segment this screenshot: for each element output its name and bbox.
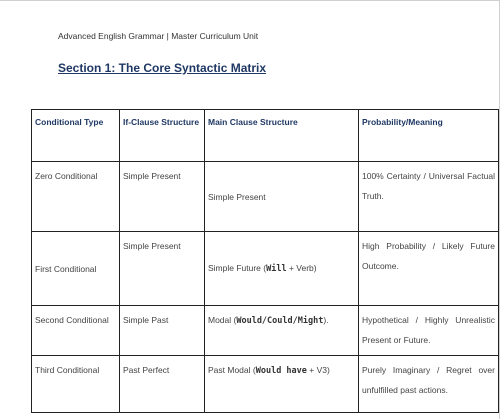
cell-conditional-type: Zero Conditional [32, 162, 120, 232]
cell-meaning: High Probability / Likely Future Outcome. [359, 232, 499, 306]
cell-if-clause: Simple Present [120, 232, 205, 306]
cell-main-clause: Simple Present [205, 162, 359, 232]
main-clause-code: Would have [255, 366, 307, 376]
cell-meaning: Hypothetical / Highly Unrealistic Present or Future. [359, 306, 499, 356]
main-clause-prefix: Modal ( [208, 315, 237, 325]
cell-conditional-type: Third Conditional [32, 356, 120, 413]
cell-if-clause: Simple Past [120, 306, 205, 356]
cell-conditional-type: Second Conditional [32, 306, 120, 356]
cell-conditional-type: First Conditional [32, 232, 120, 306]
table-header-row [32, 110, 499, 162]
cell-main-clause [205, 306, 359, 356]
table-row [32, 162, 499, 232]
cell-main-clause [205, 356, 359, 413]
cell-main-clause [205, 232, 359, 306]
column-header-if-clause: If-Clause Structure [120, 110, 205, 162]
table-row [32, 232, 499, 306]
main-clause-suffix: + Verb) [286, 263, 317, 273]
course-header: Advanced English Grammar | Master Curriculum Unit [58, 31, 259, 41]
column-header-conditional-type: Conditional Type [32, 110, 120, 162]
cell-meaning: 100% Certainty / Universal Factual Truth. [359, 162, 499, 232]
column-header-main-clause: Main Clause Structure [205, 110, 359, 162]
main-clause-prefix: Past Modal ( [208, 365, 256, 375]
column-header-probability: Probability/Meaning [359, 110, 499, 162]
main-clause-code: Would/Could/Might [236, 316, 324, 326]
main-clause-suffix: ). [323, 315, 329, 325]
cell-if-clause: Past Perfect [120, 356, 205, 413]
table-row [32, 306, 499, 356]
conditional-matrix-table [31, 109, 499, 413]
table-row [32, 356, 499, 413]
cell-if-clause: Simple Present [120, 162, 205, 232]
section-title: Section 1: The Core Syntactic Matrix [58, 61, 267, 75]
main-clause-prefix: Simple Future ( [208, 263, 267, 273]
main-clause-code: Will [266, 264, 287, 274]
cell-meaning: Purely Imaginary / Regret over unfulfilled past actions. [359, 356, 499, 413]
main-clause-suffix: + V3) [306, 365, 330, 375]
